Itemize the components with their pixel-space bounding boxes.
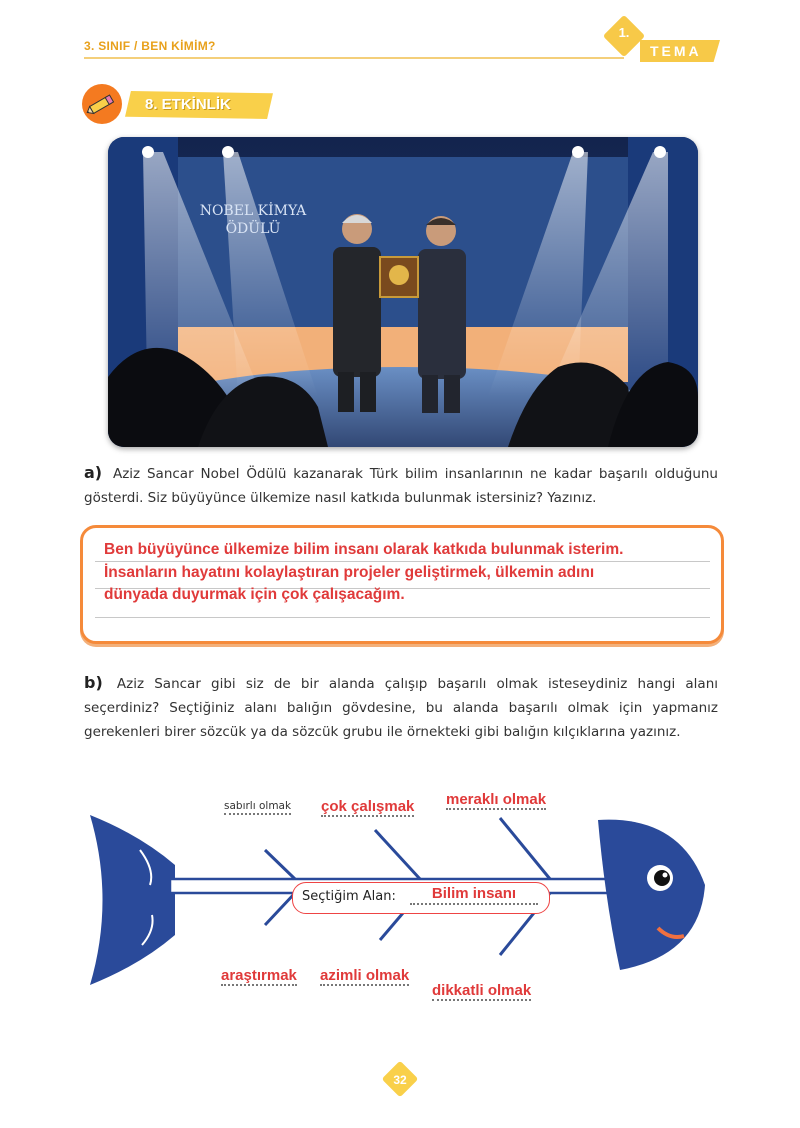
backdrop-text-1: NOBEL KİMYA	[199, 203, 307, 219]
bone-bottom-left: araştırmak	[221, 967, 297, 984]
bone-example-top-left: sabırlı olmak	[224, 799, 291, 815]
fish-head	[598, 820, 705, 970]
question-a-letter: a)	[84, 463, 103, 482]
question-b	[84, 671, 718, 744]
writing-line	[95, 561, 710, 562]
pencil-icon	[82, 84, 122, 124]
backdrop-text-2: ÖDÜLÜ	[225, 221, 281, 237]
tema-label: TEMA	[650, 43, 702, 59]
activity-title: 8. ETKİNLİK	[145, 96, 231, 113]
tema-number: 1.	[618, 25, 630, 40]
selected-field-value[interactable]: Bilim insanı	[410, 885, 538, 905]
question-a	[84, 461, 718, 510]
bone-bottom-right: dikkatli olmak	[432, 982, 532, 999]
question-b-letter: b)	[84, 673, 103, 692]
award-ceremony-illustration	[108, 137, 698, 447]
answer-line-2: İnsanların hayatını kolaylaştıran projeler geliştirmek, ülkemin adını	[104, 564, 595, 581]
answer-line-3: dünyada duyurmak için çok çalışacağım.	[104, 586, 405, 603]
question-b-text: Aziz Sancar gibi siz de bir alanda çalışıp başarılı olmak isteseydiniz hangi alanı seçerdiniz? Seçtiğiniz alanı balığın gövdesine, bu alanda başarılı olmak için yapmanız gerekenleri birer sözcük ya da sözcük grubu ile örnekteki gibi balığın kılçıklarına yazınız.	[84, 676, 718, 740]
writing-line	[95, 617, 710, 618]
question-a-text: Aziz Sancar Nobel Ödülü kazanarak Türk bilim insanlarının ne kadar başarılı olduğunu gösterdi. Siz büyüyünce ülkemize nasıl katkıda bulunmak istersiniz? Yazınız.	[84, 466, 718, 506]
selected-field-label: Seçtiğim Alan:	[302, 889, 396, 904]
fish-tail	[90, 815, 175, 985]
header-divider	[84, 57, 624, 59]
answer-line-1: Ben büyüyünce ülkemize bilim insanı olarak katkıda bulunmak isterim.	[104, 541, 624, 558]
breadcrumb: 3. SINIF / BEN KİMİM?	[84, 39, 216, 53]
bone-bottom-middle: azimli olmak	[320, 967, 410, 984]
bone-top-right: meraklı olmak	[446, 791, 547, 808]
page-number: 32	[393, 1073, 407, 1087]
bone-top-middle: çok çalışmak	[321, 798, 415, 815]
